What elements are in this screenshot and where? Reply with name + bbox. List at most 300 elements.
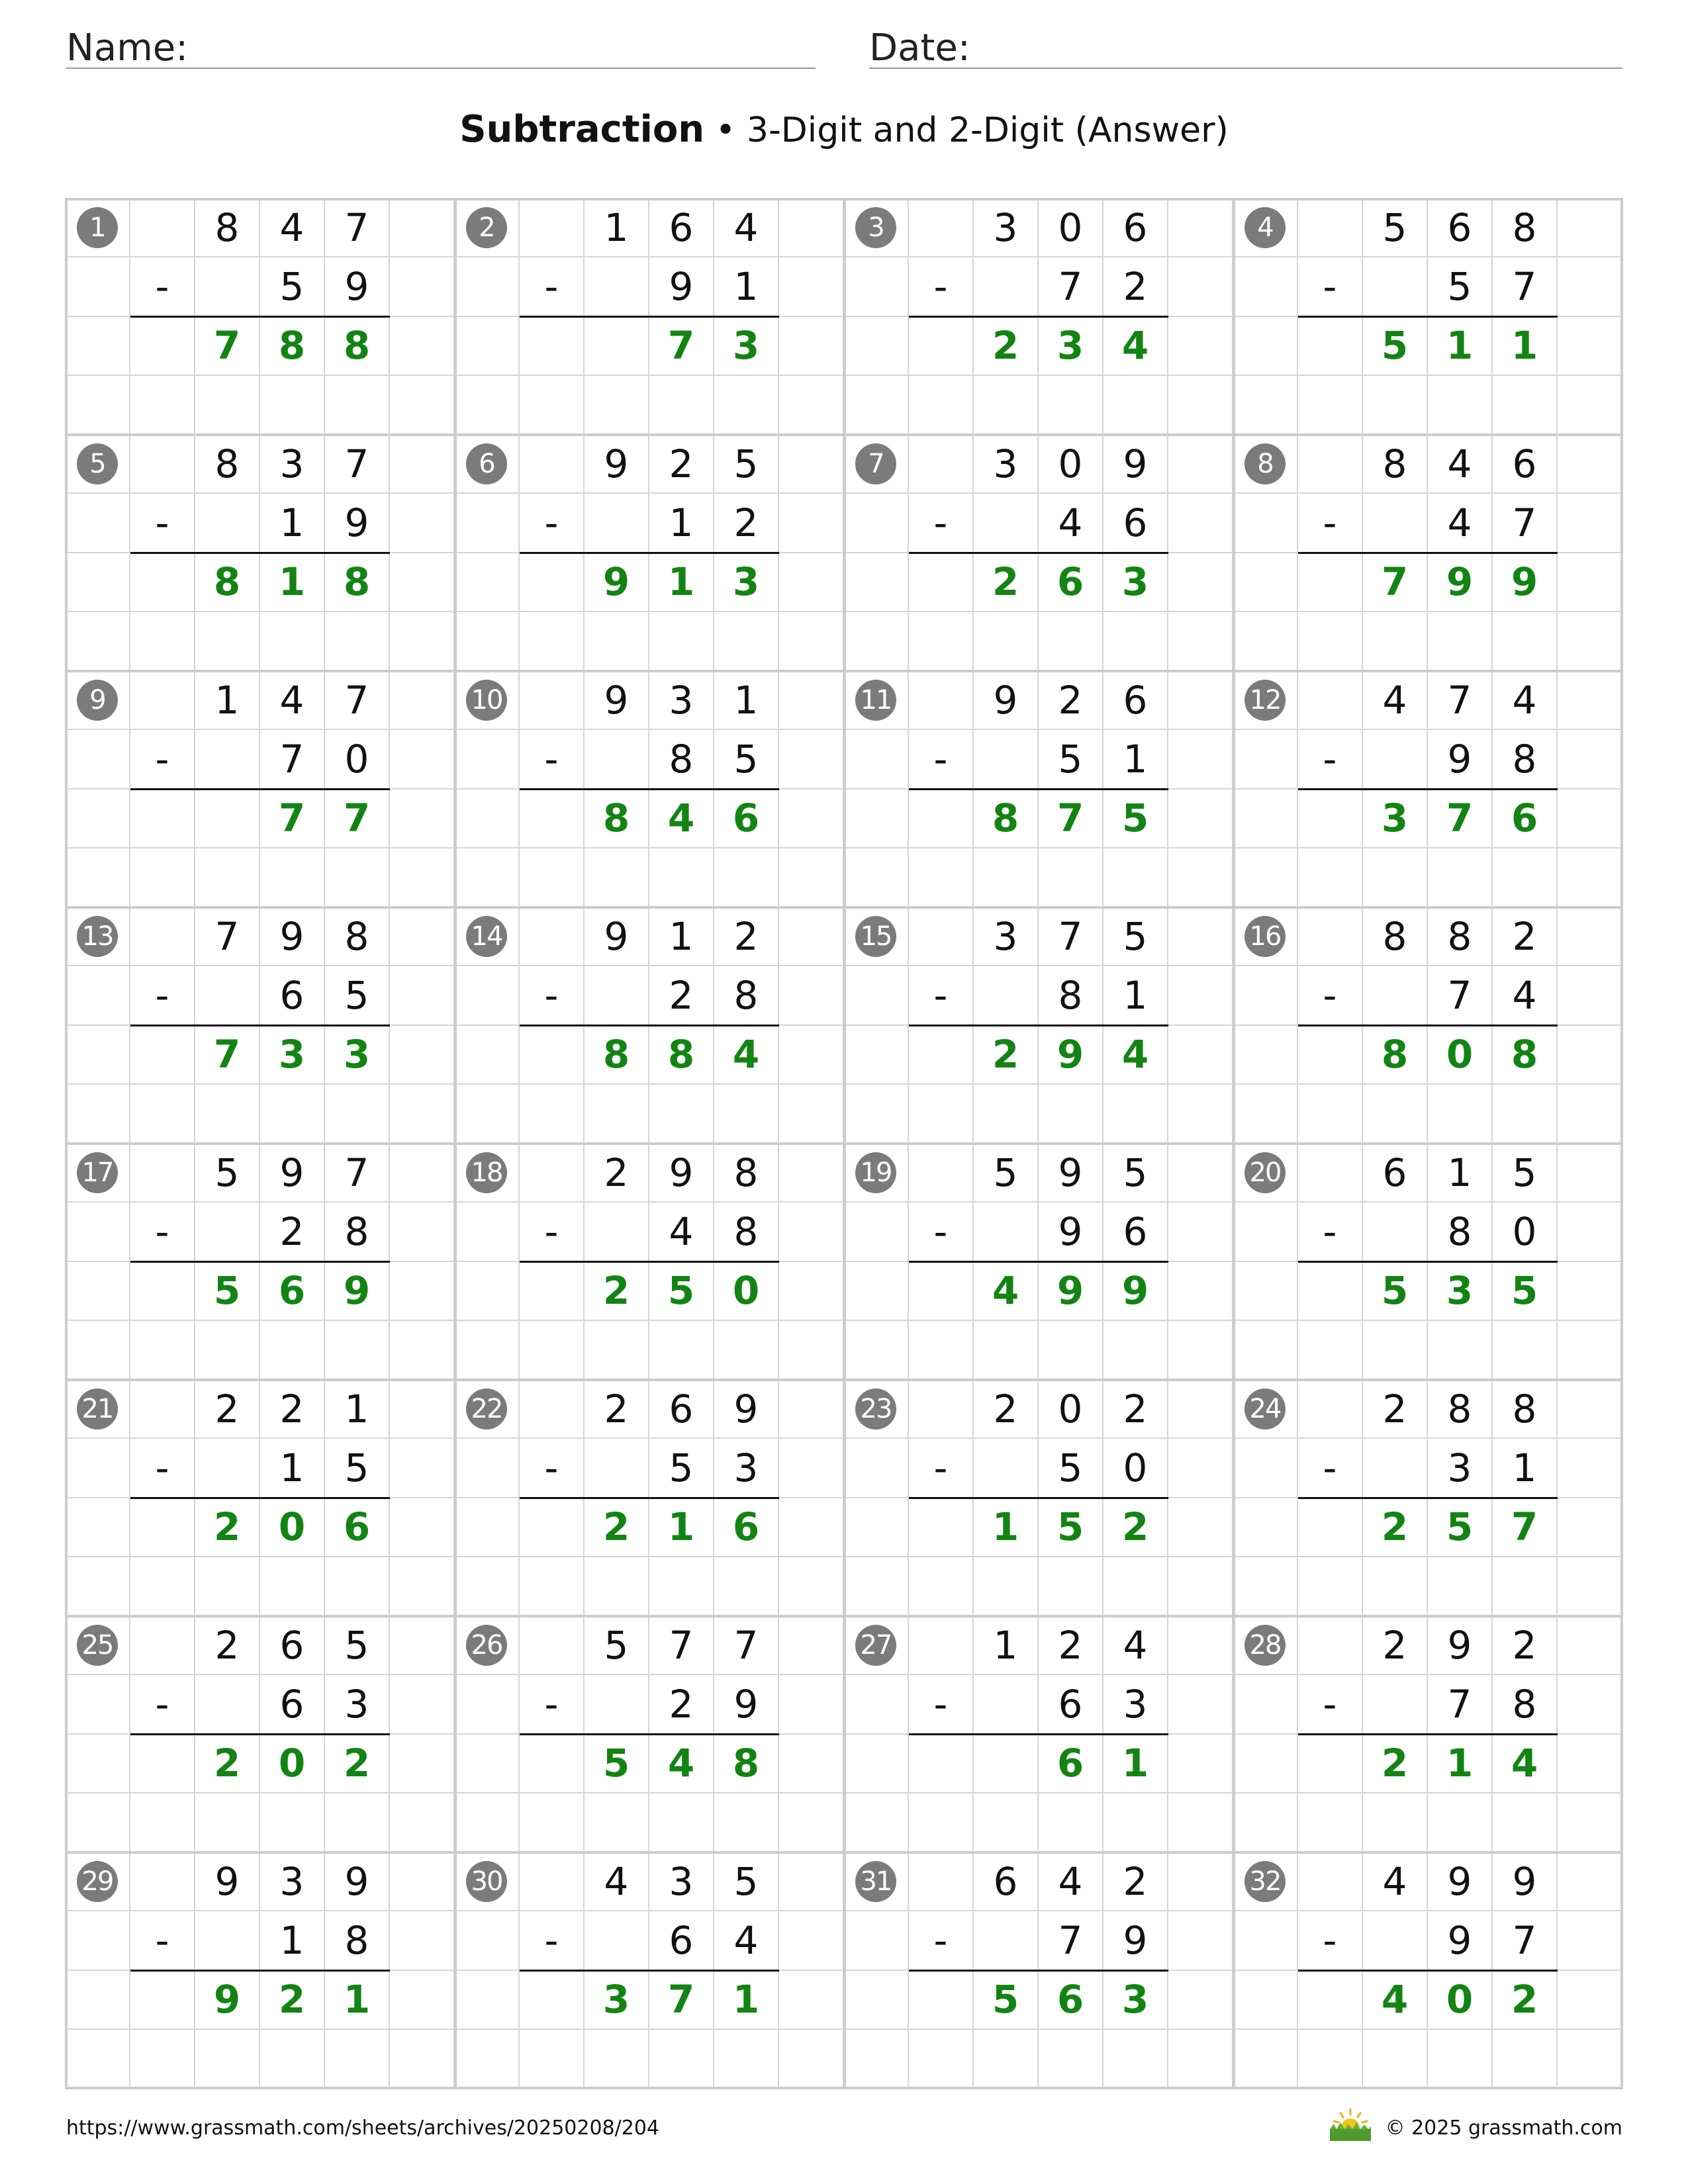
subtrahend-digit: 2 (260, 1203, 325, 1261)
grid-cell (1168, 1911, 1233, 1970)
grid-cell (779, 671, 844, 730)
answer-rule (1298, 1733, 1558, 1735)
grid-cell (390, 1203, 455, 1261)
minuend-digit: 7 (325, 671, 390, 730)
grid-cell (455, 1557, 520, 1616)
answer-digit: 1 (649, 1498, 714, 1557)
subtrahend-digit: 5 (325, 966, 390, 1025)
grid-cell (66, 612, 130, 671)
grid-cell (1233, 1085, 1298, 1144)
grid-cell (325, 1557, 390, 1616)
grid-cell (844, 966, 909, 1025)
grid-cell (779, 1735, 844, 1794)
minuend-digit: 9 (1428, 1616, 1493, 1675)
answer-rule (909, 1024, 1168, 1026)
grid-cell (779, 1262, 844, 1321)
grid-cell (1039, 1557, 1103, 1616)
grid-cell (1558, 730, 1622, 789)
grid-cell (1493, 1085, 1558, 1144)
minuend-digit: 6 (649, 199, 714, 257)
subtrahend-digit: 5 (1428, 257, 1493, 316)
grid-cell (195, 612, 260, 671)
grid-cell (455, 1321, 520, 1380)
grid-cell (390, 848, 455, 907)
subtrahend-digit: 9 (325, 494, 390, 553)
grid-cell (1168, 376, 1233, 435)
answer-digit: 5 (195, 1262, 260, 1321)
answer-digit: 4 (714, 1026, 779, 1085)
subtrahend-digit: 4 (1493, 966, 1558, 1025)
minuend-digit: 2 (195, 1380, 260, 1439)
grid-cell (66, 848, 130, 907)
grid-cell (260, 2030, 325, 2089)
problem-18 (455, 1144, 844, 1380)
minus-sign: - (1298, 1203, 1363, 1261)
grid-cell (779, 730, 844, 789)
grid-cell (1558, 1557, 1622, 1616)
grid-cell (66, 1026, 130, 1085)
answer-digit: 8 (649, 1026, 714, 1085)
grid-cell (260, 1085, 325, 1144)
grid-cell (520, 671, 585, 730)
answer-digit: 6 (1493, 790, 1558, 848)
subtrahend-digit: 9 (1428, 730, 1493, 789)
grid-cell (455, 494, 520, 553)
grid-cell (520, 848, 585, 907)
grid-cell (1168, 1203, 1233, 1261)
grid-cell (1558, 1203, 1622, 1261)
grid-cell (909, 1380, 974, 1439)
answer-rule (1298, 1497, 1558, 1499)
minuend-digit: 5 (325, 1616, 390, 1675)
problem-12 (1233, 671, 1622, 907)
grid-cell (585, 1794, 649, 1852)
minuend-digit: 4 (585, 1852, 649, 1911)
grid-cell (325, 1794, 390, 1852)
minuend-digit: 3 (974, 907, 1039, 966)
grid-cell (455, 1498, 520, 1557)
minuend-digit: 7 (325, 1144, 390, 1203)
grid-cell (585, 1439, 649, 1498)
answer-digit: 7 (649, 317, 714, 376)
minuend-digit: 0 (1039, 435, 1103, 494)
grid-cell (585, 317, 649, 376)
answer-digit: 2 (974, 317, 1039, 376)
minus-sign: - (130, 257, 195, 316)
footer-copyright: © 2025 grassmath.com (1385, 2116, 1622, 2140)
minuend-digit: 2 (714, 907, 779, 966)
answer-digit: 0 (260, 1735, 325, 1794)
grid-cell (1298, 1085, 1363, 1144)
problem-14 (455, 907, 844, 1144)
problem-number-badge: 7 (855, 443, 896, 484)
grid-cell (390, 790, 455, 848)
answer-digit: 2 (195, 1735, 260, 1794)
subtrahend-digit: 7 (1493, 494, 1558, 553)
grid-cell (585, 848, 649, 907)
problem-number-badge: 8 (1244, 443, 1286, 484)
date-label: Date: (869, 26, 970, 69)
grid-cell (1168, 1852, 1233, 1911)
problem-number-badge: 14 (466, 916, 507, 957)
subtrahend-digit: 3 (325, 1675, 390, 1734)
grid-cell (585, 1085, 649, 1144)
problem-number-badge: 4 (1244, 207, 1286, 248)
grid-cell (1558, 1262, 1622, 1321)
subtrahend-digit: 5 (325, 1439, 390, 1498)
subtrahend-digit: 0 (325, 730, 390, 789)
subtrahend-digit: 2 (714, 494, 779, 553)
subtrahend-digit: 1 (260, 494, 325, 553)
grid-cell (130, 553, 195, 612)
grid-cell (1233, 1911, 1298, 1970)
grid-cell (130, 848, 195, 907)
grid-cell (66, 1557, 130, 1616)
grid-cell (909, 1852, 974, 1911)
answer-rule (1298, 1024, 1558, 1026)
grid-cell (130, 435, 195, 494)
grid-cell (1168, 730, 1233, 789)
grid-cell (779, 317, 844, 376)
subtrahend-digit: 1 (260, 1439, 325, 1498)
answer-rule (130, 788, 390, 790)
grid-cell (1298, 1971, 1363, 2030)
grid-cell (66, 966, 130, 1025)
subtrahend-digit: 7 (260, 730, 325, 789)
minuend-digit: 6 (1103, 671, 1168, 730)
grid-cell (130, 1557, 195, 1616)
grid-cell (390, 1616, 455, 1675)
grid-cell (1428, 2030, 1493, 2089)
answer-rule (520, 1024, 779, 1026)
problem-29 (66, 1852, 455, 2089)
grid-cell (1363, 2030, 1428, 2089)
grid-cell (1363, 257, 1428, 316)
minuend-digit: 1 (649, 907, 714, 966)
answer-rule (520, 1733, 779, 1735)
minus-sign: - (909, 1203, 974, 1261)
grid-cell (1558, 1026, 1622, 1085)
grid-cell (130, 1144, 195, 1203)
answer-digit: 5 (1363, 317, 1428, 376)
answer-digit: 1 (714, 1971, 779, 2030)
grid-cell (195, 257, 260, 316)
minus-sign: - (909, 966, 974, 1025)
minuend-digit: 2 (649, 435, 714, 494)
minuend-digit: 2 (260, 1380, 325, 1439)
minuend-digit: 5 (195, 1144, 260, 1203)
minuend-digit: 8 (1363, 435, 1428, 494)
minuend-digit: 9 (974, 671, 1039, 730)
answer-digit: 5 (1039, 1498, 1103, 1557)
problem-1 (66, 199, 455, 435)
subtrahend-digit: 5 (1039, 1439, 1103, 1498)
answer-rule (520, 1497, 779, 1499)
answer-rule (130, 1733, 390, 1735)
grid-cell (66, 1498, 130, 1557)
subtrahend-digit: 5 (714, 730, 779, 789)
answer-rule (520, 552, 779, 554)
grid-cell (520, 1026, 585, 1085)
grid-cell (1039, 1321, 1103, 1380)
grid-cell (779, 1911, 844, 1970)
grid-cell (195, 376, 260, 435)
grid-cell (1493, 1321, 1558, 1380)
grid-cell (909, 1144, 974, 1203)
grid-cell (455, 257, 520, 316)
grid-cell (66, 376, 130, 435)
answer-digit: 8 (195, 553, 260, 612)
grid-cell (844, 1262, 909, 1321)
answer-digit: 0 (714, 1262, 779, 1321)
grid-cell (585, 1911, 649, 1970)
grid-cell (974, 1557, 1039, 1616)
grid-cell (1428, 1085, 1493, 1144)
grid-cell (779, 1203, 844, 1261)
subtrahend-digit: 8 (1493, 1675, 1558, 1734)
grid-cell (520, 376, 585, 435)
grid-cell (1233, 376, 1298, 435)
grid-cell (1558, 1439, 1622, 1498)
grid-cell (1233, 790, 1298, 848)
grid-cell (455, 1026, 520, 1085)
minuend-digit: 1 (325, 1380, 390, 1439)
problem-7 (844, 435, 1233, 671)
subtrahend-digit: 6 (260, 1675, 325, 1734)
grid-cell (779, 907, 844, 966)
answer-digit: 1 (974, 1498, 1039, 1557)
grid-cell (130, 1735, 195, 1794)
grid-cell (974, 612, 1039, 671)
answer-digit: 3 (325, 1026, 390, 1085)
grid-cell (66, 1735, 130, 1794)
grid-cell (390, 907, 455, 966)
answer-rule (520, 316, 779, 318)
problem-22 (455, 1380, 844, 1616)
minuend-digit: 1 (585, 199, 649, 257)
grid-cell (649, 1321, 714, 1380)
grid-cell (1428, 1321, 1493, 1380)
grid-cell (1103, 2030, 1168, 2089)
problem-number-badge: 26 (466, 1625, 507, 1666)
grid-cell (909, 435, 974, 494)
grid-cell (390, 1852, 455, 1911)
grid-cell (1558, 1498, 1622, 1557)
grid-cell (779, 1380, 844, 1439)
grid-cell (1363, 848, 1428, 907)
grid-cell (66, 2030, 130, 2089)
minuend-digit: 9 (1493, 1852, 1558, 1911)
grid-cell (325, 848, 390, 907)
subtrahend-digit: 6 (1039, 1675, 1103, 1734)
grid-cell (1168, 966, 1233, 1025)
grid-cell (390, 1321, 455, 1380)
grid-cell (1298, 848, 1363, 907)
minus-sign: - (1298, 966, 1363, 1025)
subtrahend-digit: 4 (1039, 494, 1103, 553)
grid-cell (260, 612, 325, 671)
answer-digit: 5 (1363, 1262, 1428, 1321)
problem-8 (1233, 435, 1622, 671)
grid-cell (1558, 1675, 1622, 1734)
grid-cell (909, 1085, 974, 1144)
grid-cell (1233, 730, 1298, 789)
grid-cell (1298, 612, 1363, 671)
minuend-digit: 2 (1363, 1616, 1428, 1675)
subtrahend-digit: 7 (1493, 257, 1558, 316)
problem-number-badge: 28 (1244, 1625, 1286, 1666)
grid-cell (1168, 1971, 1233, 2030)
problem-30 (455, 1852, 844, 2089)
answer-digit: 8 (260, 317, 325, 376)
subtrahend-digit: 3 (1103, 1675, 1168, 1734)
grid-cell (714, 1794, 779, 1852)
answer-rule (1298, 1970, 1558, 1972)
problem-number-badge: 10 (466, 680, 507, 721)
minuend-digit: 4 (260, 671, 325, 730)
grid-cell (520, 1735, 585, 1794)
worksheet-title (0, 106, 1688, 154)
answer-rule (520, 788, 779, 790)
subtrahend-digit: 6 (260, 966, 325, 1025)
minus-sign: - (130, 1439, 195, 1498)
subtrahend-digit: 6 (1103, 494, 1168, 553)
grid-cell (1233, 1971, 1298, 2030)
grid-cell (390, 435, 455, 494)
answer-digit: 7 (325, 790, 390, 848)
grid-cell (1168, 435, 1233, 494)
answer-digit: 9 (1428, 553, 1493, 612)
grid-cell (844, 1026, 909, 1085)
grid-cell (844, 1203, 909, 1261)
grid-cell (455, 790, 520, 848)
answer-digit: 0 (260, 1498, 325, 1557)
grid-cell (520, 553, 585, 612)
answer-digit: 2 (585, 1498, 649, 1557)
minuend-digit: 6 (1103, 199, 1168, 257)
grid-cell (195, 1557, 260, 1616)
problem-number-badge: 23 (855, 1388, 896, 1430)
problem-number-badge: 1 (77, 207, 118, 248)
answer-digit: 2 (585, 1262, 649, 1321)
grid-cell (714, 848, 779, 907)
grid-cell (1363, 1675, 1428, 1734)
grid-cell (844, 1971, 909, 2030)
minuend-digit: 8 (1428, 1380, 1493, 1439)
answer-digit: 5 (1103, 790, 1168, 848)
answer-digit: 1 (649, 553, 714, 612)
answer-digit: 9 (1039, 1262, 1103, 1321)
grid-cell (1103, 1321, 1168, 1380)
answer-digit: 4 (1103, 1026, 1168, 1085)
subtrahend-digit: 6 (649, 1911, 714, 1970)
answer-digit: 3 (1103, 1971, 1168, 2030)
minuend-digit: 7 (1039, 907, 1103, 966)
grid-cell (390, 1794, 455, 1852)
grid-cell (390, 1675, 455, 1734)
grid-cell (1233, 848, 1298, 907)
grid-cell (1103, 1557, 1168, 1616)
grid-cell (844, 1557, 909, 1616)
grid-cell (1298, 1262, 1363, 1321)
grid-cell (1298, 1380, 1363, 1439)
minuend-digit: 6 (649, 1380, 714, 1439)
grid-cell (649, 1085, 714, 1144)
minuend-digit: 5 (974, 1144, 1039, 1203)
grid-cell (390, 2030, 455, 2089)
grid-cell (1363, 966, 1428, 1025)
answer-rule (130, 1261, 390, 1263)
grid-cell (455, 730, 520, 789)
minus-sign: - (130, 494, 195, 553)
answer-digit: 8 (714, 1735, 779, 1794)
answer-digit: 1 (260, 553, 325, 612)
subtrahend-digit: 7 (1493, 1911, 1558, 1970)
grid-cell (1233, 317, 1298, 376)
grid-cell (974, 494, 1039, 553)
grid-cell (390, 317, 455, 376)
grid-cell (455, 1675, 520, 1734)
grid-cell (455, 1735, 520, 1794)
grid-cell (1558, 376, 1622, 435)
subtrahend-digit: 1 (1103, 730, 1168, 789)
grid-cell (585, 612, 649, 671)
subtrahend-digit: 2 (649, 966, 714, 1025)
grid-cell (1233, 494, 1298, 553)
answer-digit: 3 (714, 553, 779, 612)
minuend-digit: 9 (1103, 435, 1168, 494)
grid-cell (520, 199, 585, 257)
problem-number-badge: 11 (855, 680, 896, 721)
grid-cell (455, 1203, 520, 1261)
grid-cell (455, 1911, 520, 1970)
grid-cell (455, 1439, 520, 1498)
grid-cell (1168, 1085, 1233, 1144)
grid-cell (390, 494, 455, 553)
grid-cell (1558, 1852, 1622, 1911)
grid-cell (1558, 1321, 1622, 1380)
answer-digit: 3 (1103, 553, 1168, 612)
minuend-digit: 4 (1363, 671, 1428, 730)
grid-cell (455, 848, 520, 907)
grid-cell (1558, 671, 1622, 730)
grid-cell (130, 1321, 195, 1380)
grid-cell (1233, 1439, 1298, 1498)
grid-cell (585, 966, 649, 1025)
grid-cell (1168, 1380, 1233, 1439)
name-line (66, 68, 816, 69)
grid-cell (1298, 553, 1363, 612)
grid-cell (1558, 1380, 1622, 1439)
problem-number-badge: 20 (1244, 1152, 1286, 1193)
grid-cell (195, 1203, 260, 1261)
grid-cell (1558, 1971, 1622, 2030)
problem-28 (1233, 1616, 1622, 1852)
grid-cell (325, 1085, 390, 1144)
problem-grid (66, 199, 1622, 2089)
grid-cell (779, 790, 844, 848)
grid-cell (779, 1144, 844, 1203)
minuend-digit: 5 (714, 435, 779, 494)
minus-sign: - (520, 730, 585, 789)
minuend-digit: 5 (585, 1616, 649, 1675)
problem-4 (1233, 199, 1622, 435)
grid-cell (779, 376, 844, 435)
grid-cell (195, 790, 260, 848)
grid-cell (130, 317, 195, 376)
grid-cell (325, 2030, 390, 2089)
answer-digit: 5 (1428, 1498, 1493, 1557)
